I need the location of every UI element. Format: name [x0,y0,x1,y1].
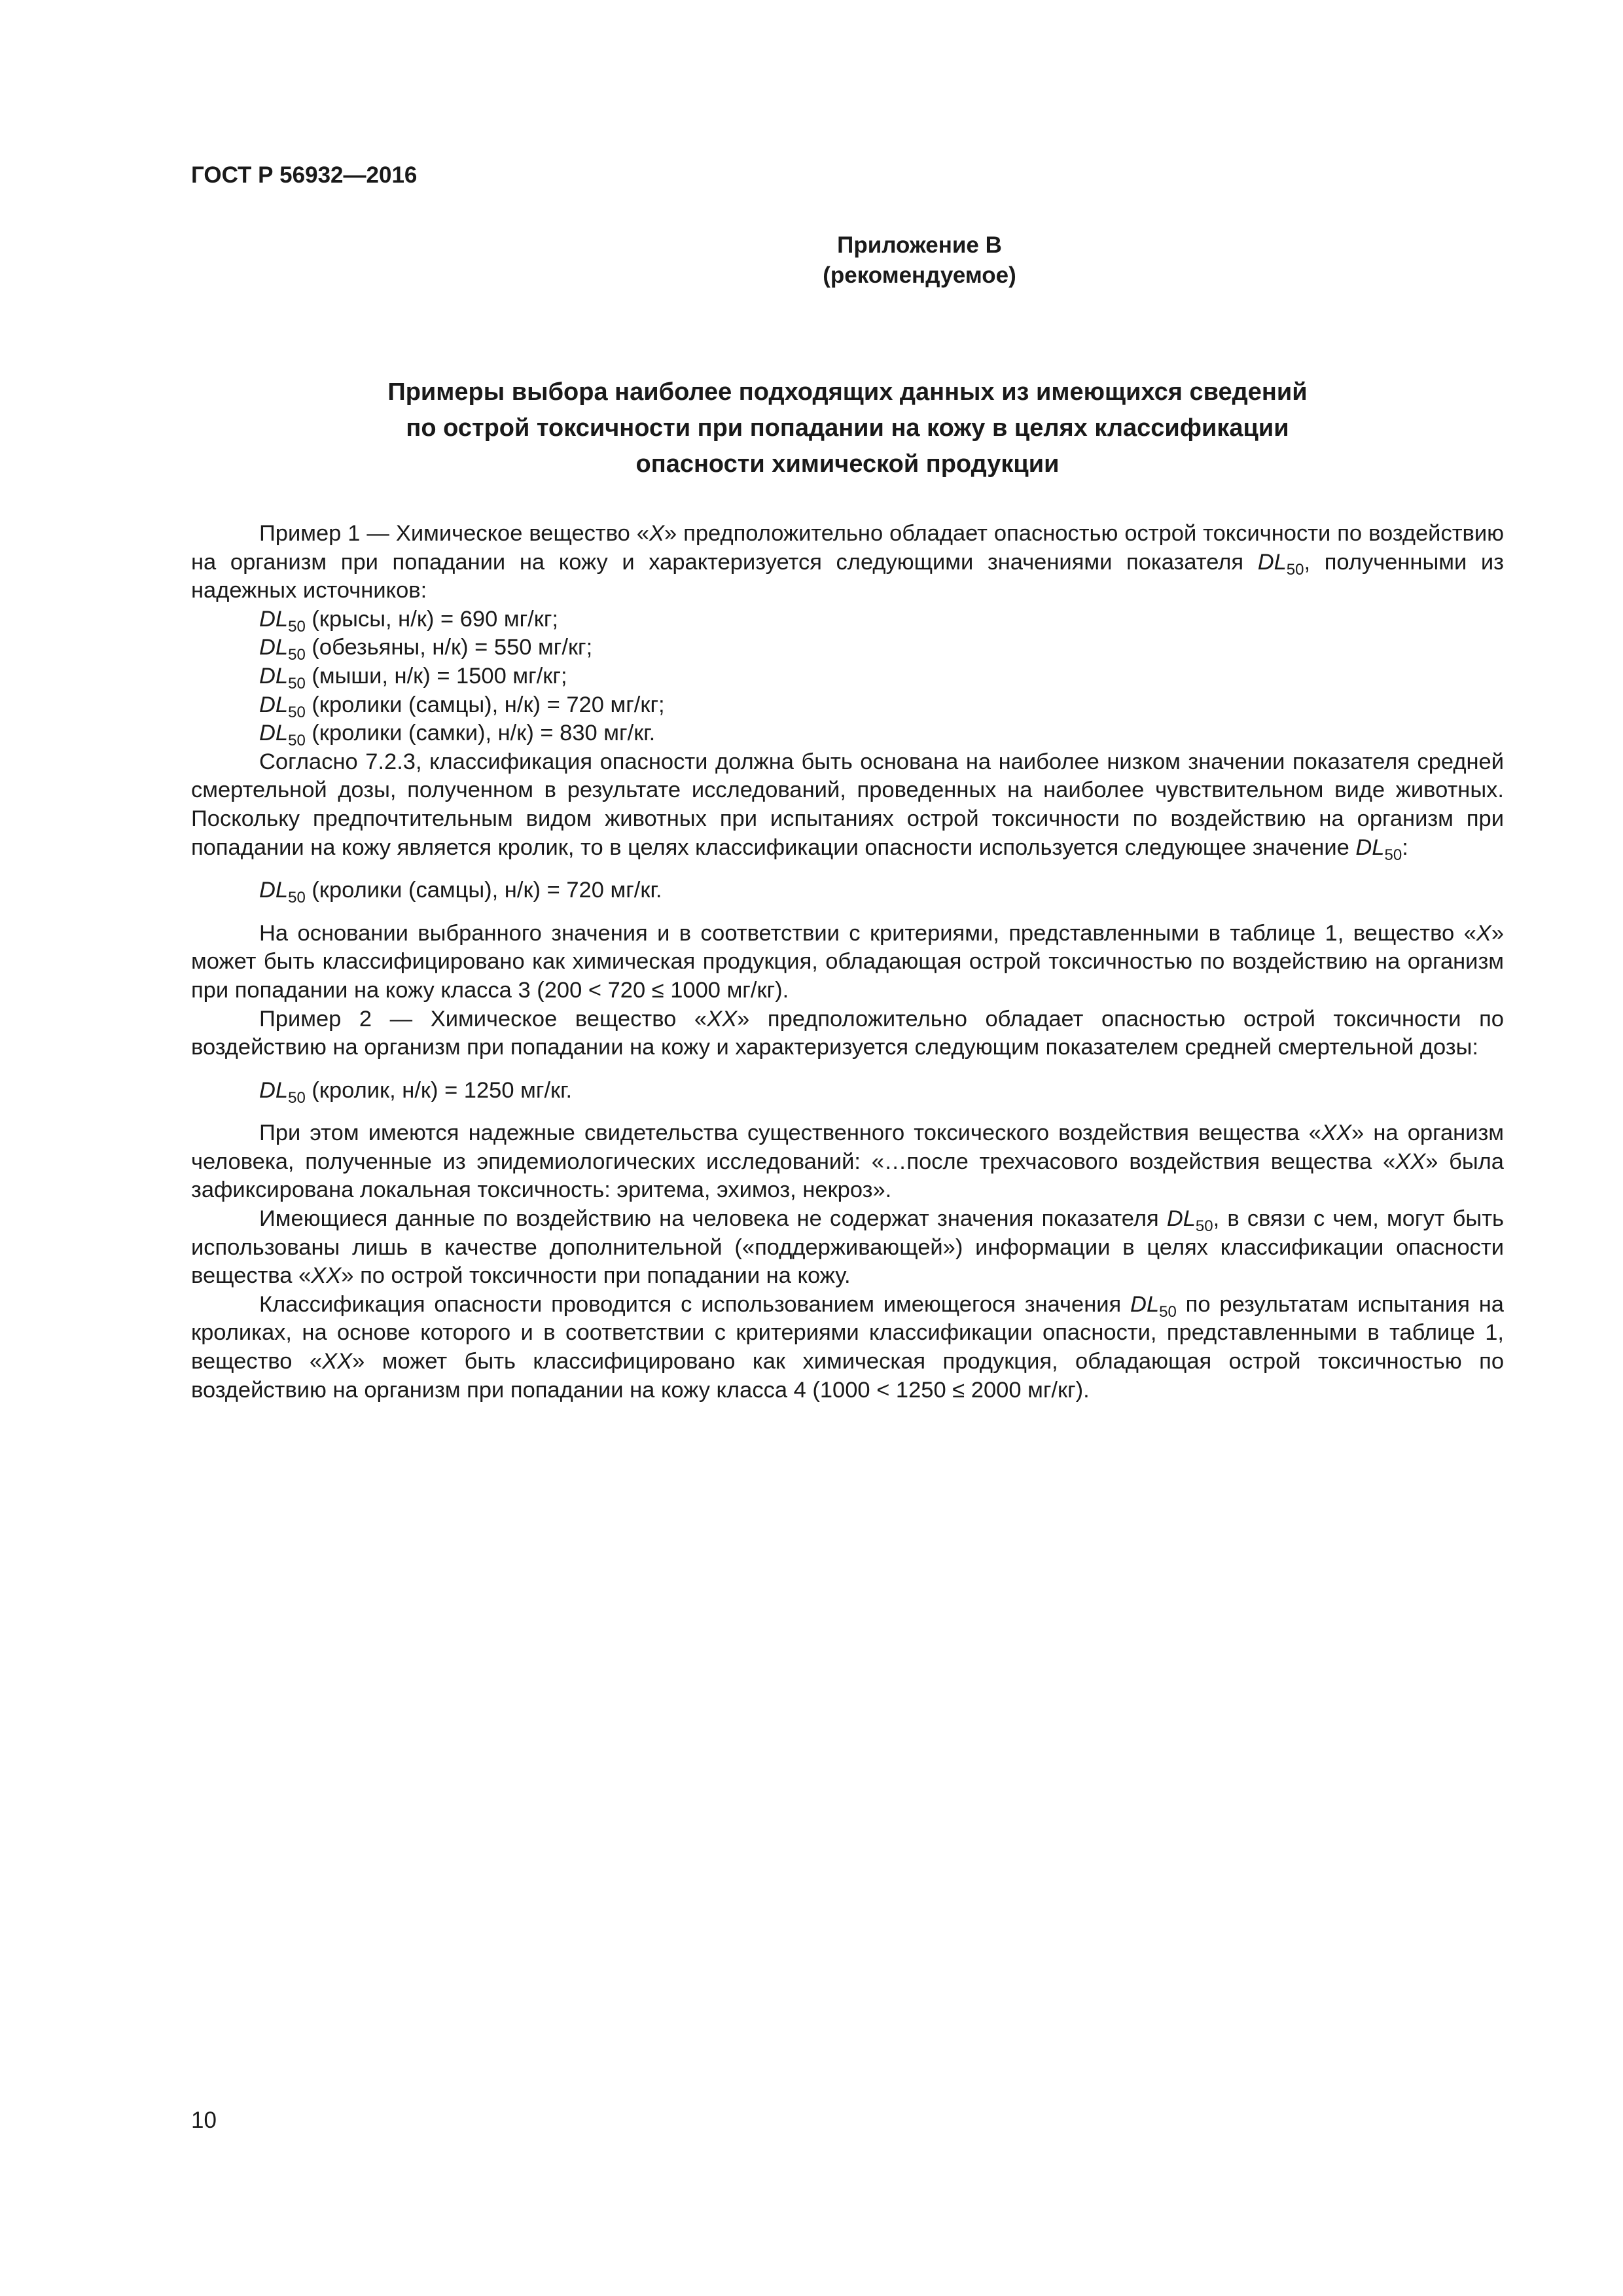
dl50-value-rabbits-male: $DL_{50}$ (кролики (самцы), н/к) = 720 мг/кг; [259,692,665,721]
annex-title [191,374,1504,482]
example-1-conclusion: На основании выбранного значения и в соответствии с критериями, представленными в таблице 1, вещество «X» может быть классифицировано как химическая продукция, обладающая острой токсичностью по воздействию на организм при попадании на кожу класса 3 (200 < 720 ≤ 1000 мг/кг). [191,920,1504,1003]
document-header: ГОСТ Р 56932—2016 [191,162,418,188]
page-number: 10 [191,2108,217,2133]
example-1-intro: Пример 1 — Химическое вещество «X» предположительно обладает опасностью острой токсичности по воздействию на организм при попадании на кожу и характеризуется следующими значениями показателя $DL_{50}$, полученными из надежных источников: [191,521,1505,603]
example-2-classification: Классификация опасности проводится с использованием имеющегося значения $DL_{50}$ по результатам испытания на кроликах, на основе которого и в соответствии с критериями классификации опасности, представленными в таблице 1, вещество «XX» может быть классифицировано как химическая продукция, обладающая острой токсичностью по воздействию на организм при попадании на кожу класса 4 (1000 < 1250 ≤ 2000 мг/кг). [191,1291,1505,1403]
dl50-value-rabbits-female: $DL_{50}$ (кролики (самки), н/к) = 830 мг/кг. [259,721,656,750]
example-2-evidence: При этом имеются надежные свидетельства существенного токсического воздействия вещества «XX» на организм человека, полученные из эпидемиологических исследований: «…после трехчасового воздействия вещества «XX» была зафиксирована локальная токсичность: эритема, эхимоз, некроз». [191,1121,1504,1203]
dl50-value-rats: $DL_{50}$ (крысы, н/к) = 690 мг/кг; [259,606,559,636]
dl50-selected-value: $DL_{50}$ (кролики (самцы), н/к) = 720 мг/кг. [259,878,662,907]
example-2-human-data: Имеющиеся данные по воздействию на человека не содержат значения показателя $DL_{50}$, в связи с чем, могут быть использованы лишь в качестве дополнительной («поддерживающей») информации в целях классификации опасности вещества «XX» по острой токсичности при попадании на кожу. [191,1206,1504,1289]
title-line-3: опасности химической продукции [635,450,1060,478]
annex-label: Приложение В [837,232,1002,258]
dl50-value-monkeys: $DL_{50}$ (обезьяны, н/к) = 550 мг/кг; [259,635,593,664]
dl50-value-mice: $DL_{50}$ (мыши, н/к) = 1500 мг/кг; [259,663,567,692]
dl50-value-rabbit: $DL_{50}$ (кролик, н/к) = 1250 мг/кг. [259,1077,573,1107]
annex-status: (рекомендуемое) [823,262,1016,288]
title-line-1: Примеры выбора наиболее подходящих данных из имеющихся сведений [387,378,1308,406]
document-body [191,520,1504,1405]
title-line-2: по острой токсичности при попадании на кожу в целях классификации [406,414,1289,442]
example-2-intro: Пример 2 — Химическое вещество «XX» предположительно обладает опасностью острой токсичности по воздействию на организм при попадании на кожу и характеризуется следующим показателем средней смертельной дозы: [191,1006,1504,1060]
example-1-according: Согласно 7.2.3, классификация опасности должна быть основана на наиболее низком значении показателя средней смертельной дозы, полученном в результате исследований, проведенных на наиболее чувствительном виде животных. Поскольку предпочтительным видом животных при испытаниях острой токсичности по воздействию на организм при попадании на кожу является кролик, то в целях классификации опасности используется следующее значение $DL_{50}$: [191,749,1504,864]
annex-heading [191,230,1504,291]
